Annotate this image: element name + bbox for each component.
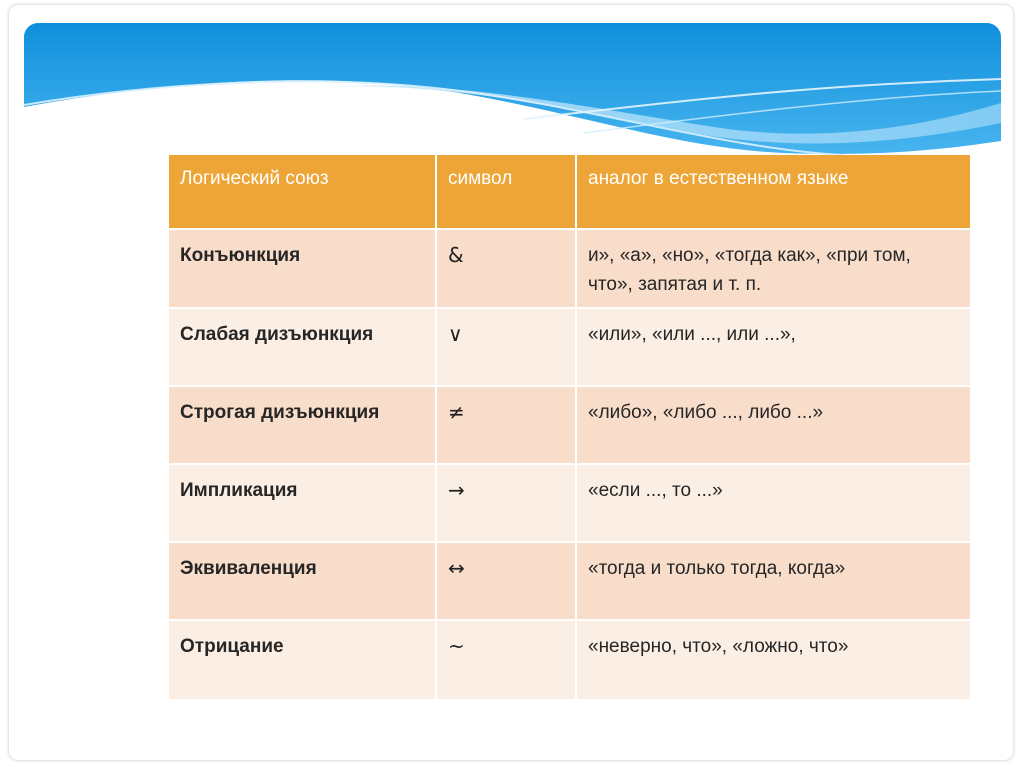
connective-symbol: ∨ xyxy=(436,308,576,386)
table-header-row xyxy=(169,155,970,229)
header-analog: аналог в естественном языке xyxy=(576,155,970,229)
connective-name: Конъюнкция xyxy=(169,229,436,308)
connective-name: Слабая дизъюнкция xyxy=(169,308,436,386)
table-row xyxy=(169,229,970,308)
table-row xyxy=(169,542,970,620)
table-row xyxy=(169,620,970,699)
natural-language-analog: «неверно, что», «ложно, что» xyxy=(576,620,970,699)
connective-symbol: → xyxy=(436,464,576,542)
header-symbol: символ xyxy=(436,155,576,229)
table-row xyxy=(169,464,970,542)
connective-name: Строгая дизъюнкция xyxy=(169,386,436,464)
connective-symbol: ≠ xyxy=(436,386,576,464)
natural-language-analog: «или», «или ..., или ...», xyxy=(576,308,970,386)
connective-symbol: ↔ xyxy=(436,542,576,620)
header-wave-banner xyxy=(24,23,1001,163)
connective-name: Импликация xyxy=(169,464,436,542)
connective-symbol: & xyxy=(436,229,576,308)
table-row xyxy=(169,386,970,464)
connective-name: Эквиваленция xyxy=(169,542,436,620)
natural-language-analog: «либо», «либо ..., либо ...» xyxy=(576,386,970,464)
connective-symbol: ~ xyxy=(436,620,576,699)
table-row xyxy=(169,308,970,386)
logic-connectives-table xyxy=(169,155,970,699)
connective-name: Отрицание xyxy=(169,620,436,699)
natural-language-analog: и», «а», «но», «тогда как», «при том, что», запятая и т. п. xyxy=(576,229,970,308)
natural-language-analog: «тогда и только тогда, когда» xyxy=(576,542,970,620)
natural-language-analog: «если ..., то ...» xyxy=(576,464,970,542)
header-connective: Логический союз xyxy=(169,155,436,229)
